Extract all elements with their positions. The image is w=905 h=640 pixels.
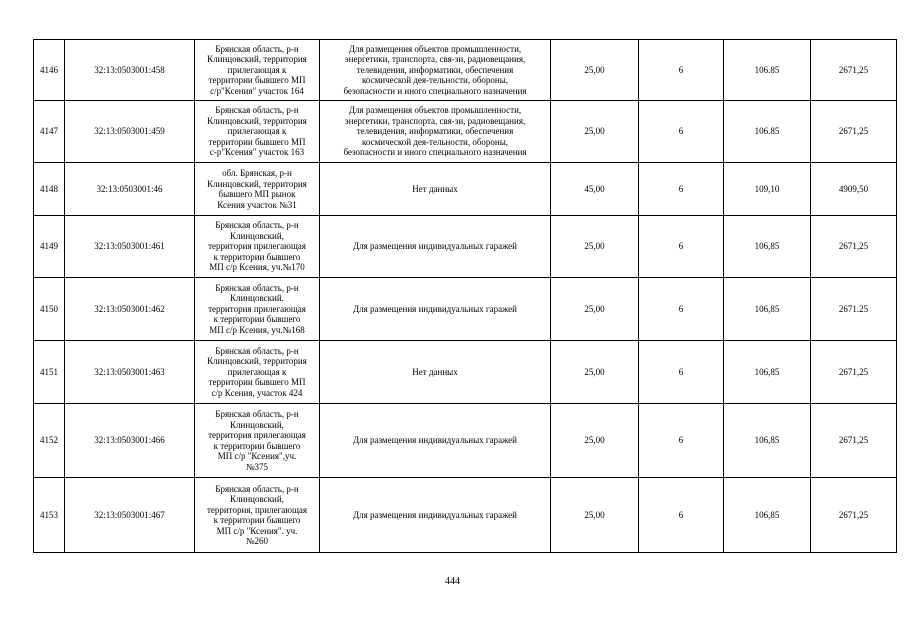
rate-cell: 106,85 (724, 404, 811, 478)
page-number: 444 (445, 576, 460, 587)
cadastral-number: 32:13:0503001:463 (65, 341, 195, 404)
row-number: 4148 (34, 163, 65, 216)
area-cell: 25,00 (551, 216, 639, 278)
row-number: 4146 (34, 40, 65, 101)
table-body (34, 40, 897, 553)
row-number: 4150 (34, 278, 65, 341)
area-cell: 25,00 (551, 101, 639, 163)
table-row (34, 163, 897, 216)
value-cell: 2671.25 (811, 278, 897, 341)
row-number: 4151 (34, 341, 65, 404)
address-cell: Брянская область, р-н Клинцовский, территория прилегающая к территории бывшего МП с/р Ксения, участок 424 (195, 341, 320, 404)
group-cell: 6 (639, 278, 724, 341)
table-row (34, 341, 897, 404)
permitted-use-cell: Нет данных (320, 341, 551, 404)
group-cell: 6 (639, 40, 724, 101)
area-cell: 25,00 (551, 40, 639, 101)
group-cell: 6 (639, 101, 724, 163)
rate-cell: 106.85 (724, 40, 811, 101)
group-cell: 6 (639, 478, 724, 553)
row-number: 4153 (34, 478, 65, 553)
area-cell: 25,00 (551, 341, 639, 404)
permitted-use-cell: Нет данных (320, 163, 551, 216)
rate-cell: 106,85 (724, 478, 811, 553)
rate-cell: 106,85 (724, 278, 811, 341)
table-row (34, 478, 897, 553)
permitted-use-cell: Для размещения индивидуальных гаражей (320, 278, 551, 341)
value-cell: 4909,50 (811, 163, 897, 216)
cadastral-number: 32:13:0503001:459 (65, 101, 195, 163)
area-cell: 45,00 (551, 163, 639, 216)
group-cell: 6 (639, 163, 724, 216)
address-cell: Брянская область, р-н Клинцовский, территория прилегающая к территории бывшего МП с/р"Ксения" участок 164 (195, 40, 320, 101)
address-cell: Брянская область, р-н Клинцовский, территория прилегающая к территории бывшего МП с-р"Ксения" участок 163 (195, 101, 320, 163)
table-row (34, 101, 897, 163)
value-cell: 2671,25 (811, 101, 897, 163)
rate-cell: 106.85 (724, 101, 811, 163)
value-cell: 2671,25 (811, 341, 897, 404)
cadastral-number: 32:13:0503001:46 (65, 163, 195, 216)
permitted-use-cell: Для размещения объектов промышленности, энергетики, транспорта, свя-зи, радиовещания, телевидения, информатики, обеспечения космической дея-тельности, обороны, безопасности и иного специального назначения (320, 40, 551, 101)
group-cell: 6 (639, 404, 724, 478)
value-cell: 2671,25 (811, 478, 897, 553)
row-number: 4147 (34, 101, 65, 163)
permitted-use-cell: Для размещения индивидуальных гаражей (320, 404, 551, 478)
address-cell: обл. Брянская, р-н Клинцовский, территория бывшего МП рынок Ксения участок №31 (195, 163, 320, 216)
area-cell: 25,00 (551, 478, 639, 553)
rate-cell: 106,85 (724, 341, 811, 404)
land-registry-table (33, 39, 897, 553)
value-cell: 2671,25 (811, 404, 897, 478)
rate-cell: 109,10 (724, 163, 811, 216)
address-cell: Брянская область, р-н Клинцовский, территория, прилегающая к территории бывшего МП с/р "Ксения". уч. №260 (195, 478, 320, 553)
table-row (34, 40, 897, 101)
value-cell: 2671,25 (811, 40, 897, 101)
area-cell: 25,00 (551, 278, 639, 341)
group-cell: 6 (639, 216, 724, 278)
cadastral-number: 32:13:0503001:458 (65, 40, 195, 101)
table-row (34, 404, 897, 478)
table-row (34, 278, 897, 341)
address-cell: Брянская область, р-н Клинцовский, территория прилегающая к территории бывшего МП с/р Ксения, уч.№170 (195, 216, 320, 278)
row-number: 4149 (34, 216, 65, 278)
value-cell: 2671,25 (811, 216, 897, 278)
cadastral-number: 32:13:0503001:467 (65, 478, 195, 553)
table-row (34, 216, 897, 278)
cadastral-number: 32:13:0503001:462 (65, 278, 195, 341)
rate-cell: 106,85 (724, 216, 811, 278)
area-cell: 25,00 (551, 404, 639, 478)
permitted-use-cell: Для размещения индивидуальных гаражей (320, 478, 551, 553)
address-cell: Брянская область, р-н Клинцовский, территория прилегающая к территории бывшего МП с/р "Ксения",уч. №375 (195, 404, 320, 478)
permitted-use-cell: Для размещения объектов промышленности, энергетики, транспорта, свя-зи, радиовещания, телевидения, информатики, обеспечения космической дея-тельности, обороны, безопасности и иного специального назначения (320, 101, 551, 163)
cadastral-number: 32:13:0503001:466 (65, 404, 195, 478)
row-number: 4152 (34, 404, 65, 478)
group-cell: 6 (639, 341, 724, 404)
permitted-use-cell: Для размещения индивидуальных гаражей (320, 216, 551, 278)
address-cell: Брянская область, р-н Клинцовский. территория прилегающая к территории бывшего МП с/р Ксения, уч.№168 (195, 278, 320, 341)
cadastral-number: 32:13:0503001:461 (65, 216, 195, 278)
